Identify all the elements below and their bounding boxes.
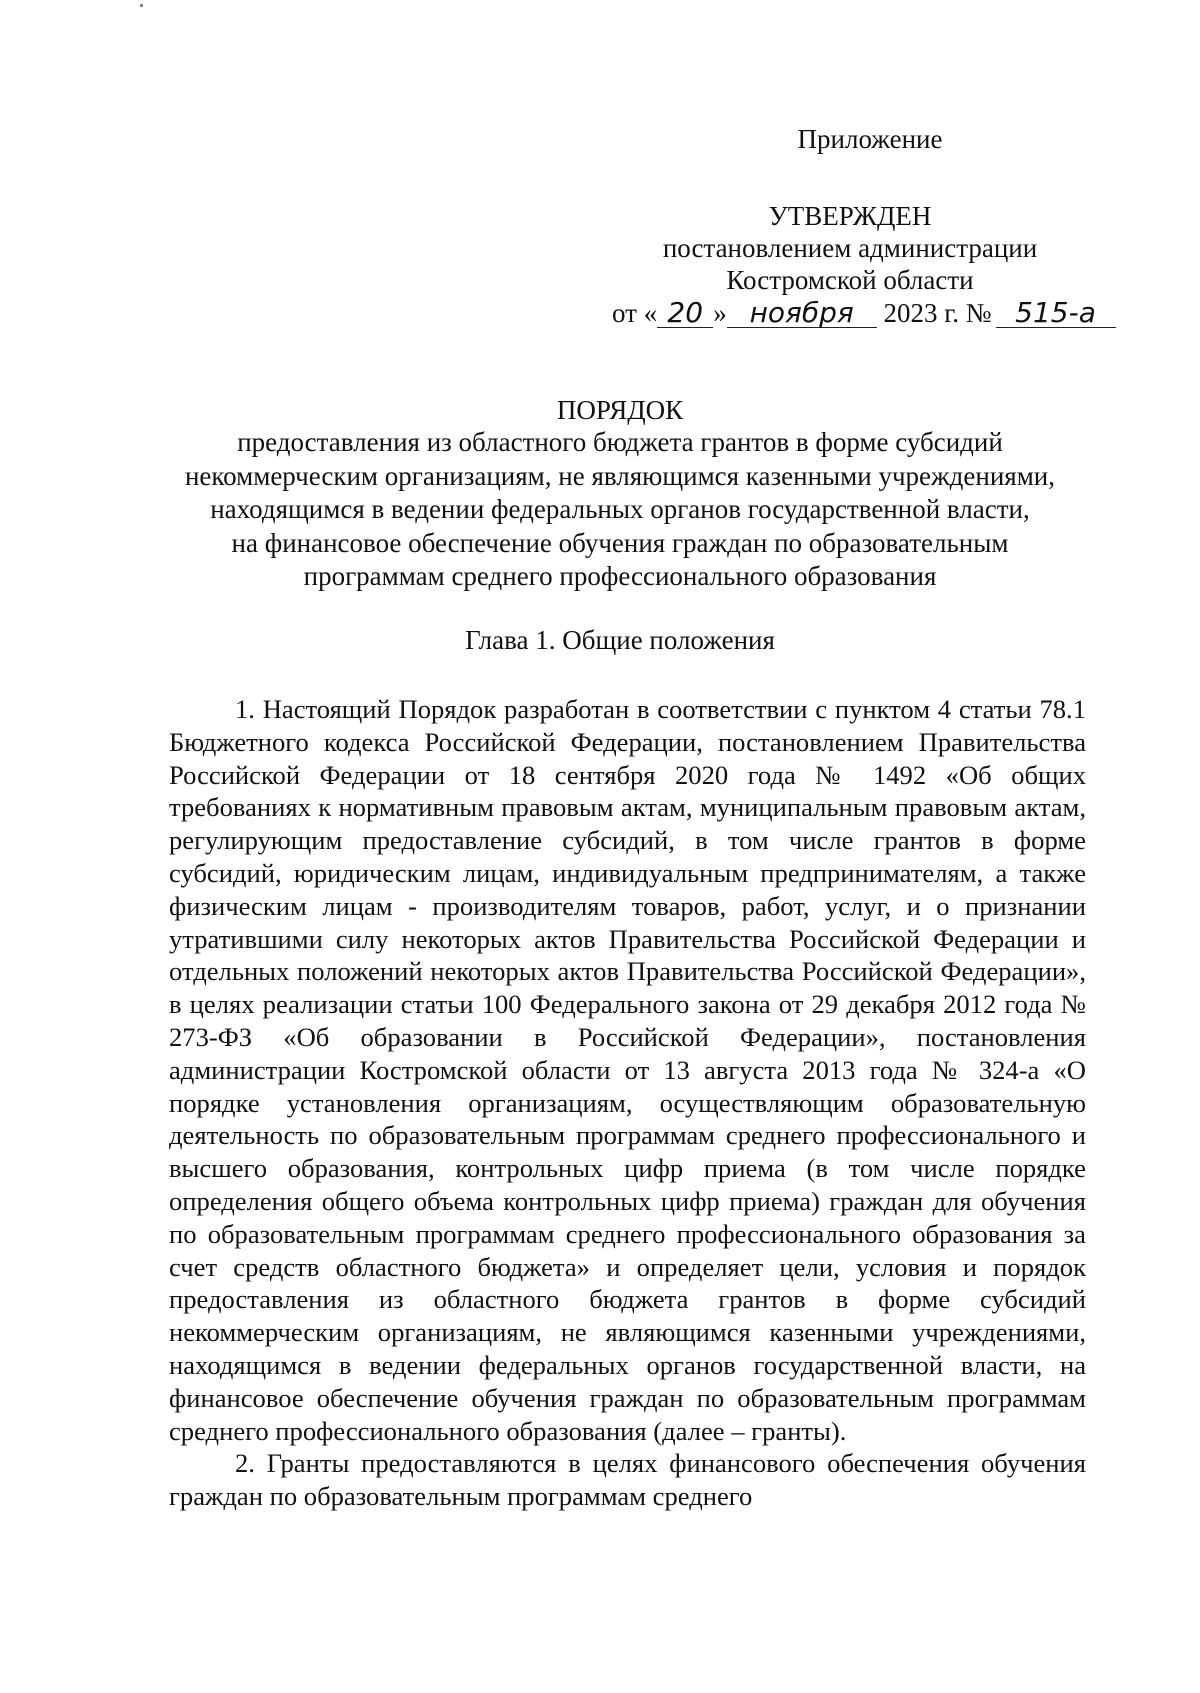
document-title: ПОРЯДОК (556, 395, 684, 425)
date-prefix: от « (612, 298, 658, 328)
appendix-label: Приложение (797, 124, 943, 154)
document-subtitle (150, 426, 1090, 594)
subtitle-line: предоставления из областного бюджета грантов в форме субсидий (237, 427, 1003, 457)
chapter-heading: Глава 1. Общие положения (465, 625, 775, 655)
decree-number-handwritten: 515-а (996, 299, 1116, 328)
document-body (169, 693, 1086, 1513)
approved-by-line-1: постановлением администрации (662, 233, 1038, 263)
date-day-handwritten: 20 (657, 299, 713, 328)
approved-by-line-2: Костромской области (726, 265, 974, 295)
approval-date-line (612, 296, 1172, 330)
scan-speck (140, 4, 143, 7)
paragraph-2: 2. Гранты предоставляются в целях финансового обеспечения обучения граждан по образовательным программам среднего (169, 1448, 1086, 1512)
subtitle-line: на финансовое обеспечение обучения граждан по образовательным (231, 527, 1009, 558)
subtitle-line: программам среднего профессионального образования (303, 561, 937, 591)
subtitle-line: находящимся в ведении федеральных органов государственной власти, (210, 494, 1030, 524)
date-quote-close: » (713, 298, 727, 328)
subtitle-line: некоммерческим организациям, не являющимся казенными учреждениями, (184, 460, 1056, 491)
date-month-handwritten: ноября (727, 299, 877, 328)
date-year: 2023 г. № (883, 298, 992, 328)
paragraph-1: 1. Настоящий Порядок разработан в соответствии с пунктом 4 статьи 78.1 Бюджетного кодекса Российской Федерации, постановлением Правительства Российской Федерации от 18 сентября 2020 года № 1492 «Об общих требованиях к нормативным правовым актам, муниципальным правовым актам, регулирующим предоставление субсидий, в том числе грантов в форме субсидий, юридическим лицам, индивидуальным предпринимателям, а также физическим лицам - производителям товаров, работ, услуг, и о признании утратившими силу некоторых актов Правительства Российской Федерации и отдельных положений некоторых актов Правительства Российской Федерации», в целях реализации статьи 100 Федерального закона от 29 декабря 2012 года № 273-ФЗ «Об образовании в Российской Федерации», постановления администрации Костромской области от 13 августа 2013 года № 324-а «О порядке установления организациям, осуществляющим образовательную деятельность по образовательным программам среднего профессионального и высшего образования, контрольных цифр приема (в том числе порядке определения общего объема контрольных цифр приема) граждан для обучения по образовательным программам среднего профессионального образования за счет средств областного бюджета» и определяет цели, условия и порядок предоставления из областного бюджета грантов в форме субсидий некоммерческим организациям, не являющимся казенными учреждениями, находящимся в ведении федеральных органов государственной власти, на финансовое обеспечение обучения граждан по образовательным программам среднего профессионального образования (далее – гранты). (169, 694, 1086, 1446)
approval-block (640, 200, 1060, 296)
approved-label: УТВЕРЖДЕН (768, 201, 932, 231)
